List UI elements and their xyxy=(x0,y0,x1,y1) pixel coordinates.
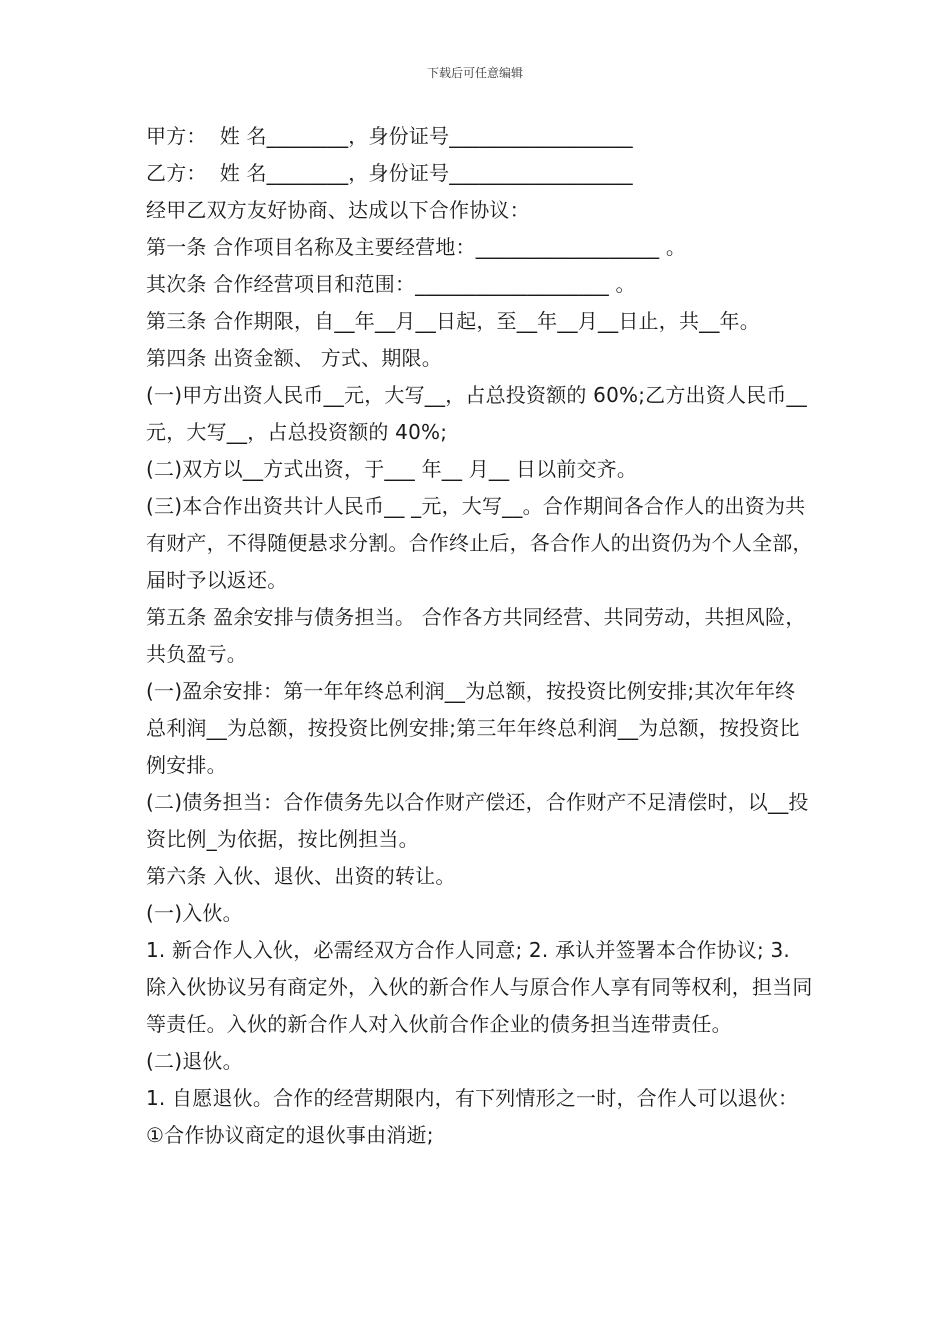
article-3: 第三条 合作期限，自__年__月__日起，至__年__月__日止，共__年。 xyxy=(146,309,760,333)
party-a-line: 甲方： 姓 名________，身份证号__________________ xyxy=(146,124,633,148)
preamble: 经甲乙双方友好协商、达成以下合作协议： xyxy=(146,198,530,222)
article-5-item-1: (一)盈余安排：第一年年终总利润__为总额，按投资比例安排;其次年年终总利润__为总额，按投资比例安排;第三年年终总利润__为总额，按投资比例安排。 xyxy=(146,679,800,777)
article-4-heading: 第四条 出资金额、 方式、期限。 xyxy=(146,346,442,370)
article-6-heading: 第六条 入伙、退伙、出资的转让。 xyxy=(146,864,456,888)
article-5-heading: 第五条 盈余安排与债务担当。 合作各方共同经营、共同劳动，共担风险，共负盈亏。 xyxy=(146,605,806,666)
page-header-note: 下载后可任意编辑 xyxy=(426,66,523,80)
article-6-section-2-heading: (二)退伙。 xyxy=(146,1049,243,1073)
article-4-item-3: (三)本合作出资共计人民币__ _元，大写__。合作期间各合作人的出资为共有财产，不得随便悬求分割。合作终止后，各合作人的出资仍为个人全部，届时予以返还。 xyxy=(146,494,813,592)
article-6-section-2-body: 1. 自愿退伙。合作的经营期限内，有下列情形之一时，合作人可以退伙： ①合作协议商定的退伙事由消逝; xyxy=(146,1086,805,1147)
document-body xyxy=(146,118,814,1154)
article-6-section-1-body: 1. 新合作人入伙，必需经双方合作人同意; 2. 承认并签署本合作协议; 3. 除入伙协议另有商定外，入伙的新合作人与原合作人享有同等权利，担当同等责任。入伙的新合作人对入伙前合作企业的债务担当连带责任。 xyxy=(146,938,813,1036)
party-b-line: 乙方： 姓 名________，身份证号__________________ xyxy=(146,161,633,185)
article-4-item-2: (二)双方以__方式出资，于___ 年__ 月__ 日以前交齐。 xyxy=(146,457,638,481)
article-2: 其次条 合作经营项目和范围：___________________ 。 xyxy=(146,272,636,296)
article-4-item-1: (一)甲方出资人民币__元，大写__，占总投资额的 60%;乙方出资人民币__元，大写__，占总投资额的 40%; xyxy=(146,383,807,444)
article-1: 第一条 合作项目名称及主要经营地：__________________ 。 xyxy=(146,235,687,259)
article-6-section-1-heading: (一)入伙。 xyxy=(146,901,243,925)
article-5-item-2: (二)债务担当：合作债务先以合作财产偿还，合作财产不足清偿时，以__投资比例_为依据，按比例担当。 xyxy=(146,790,809,851)
